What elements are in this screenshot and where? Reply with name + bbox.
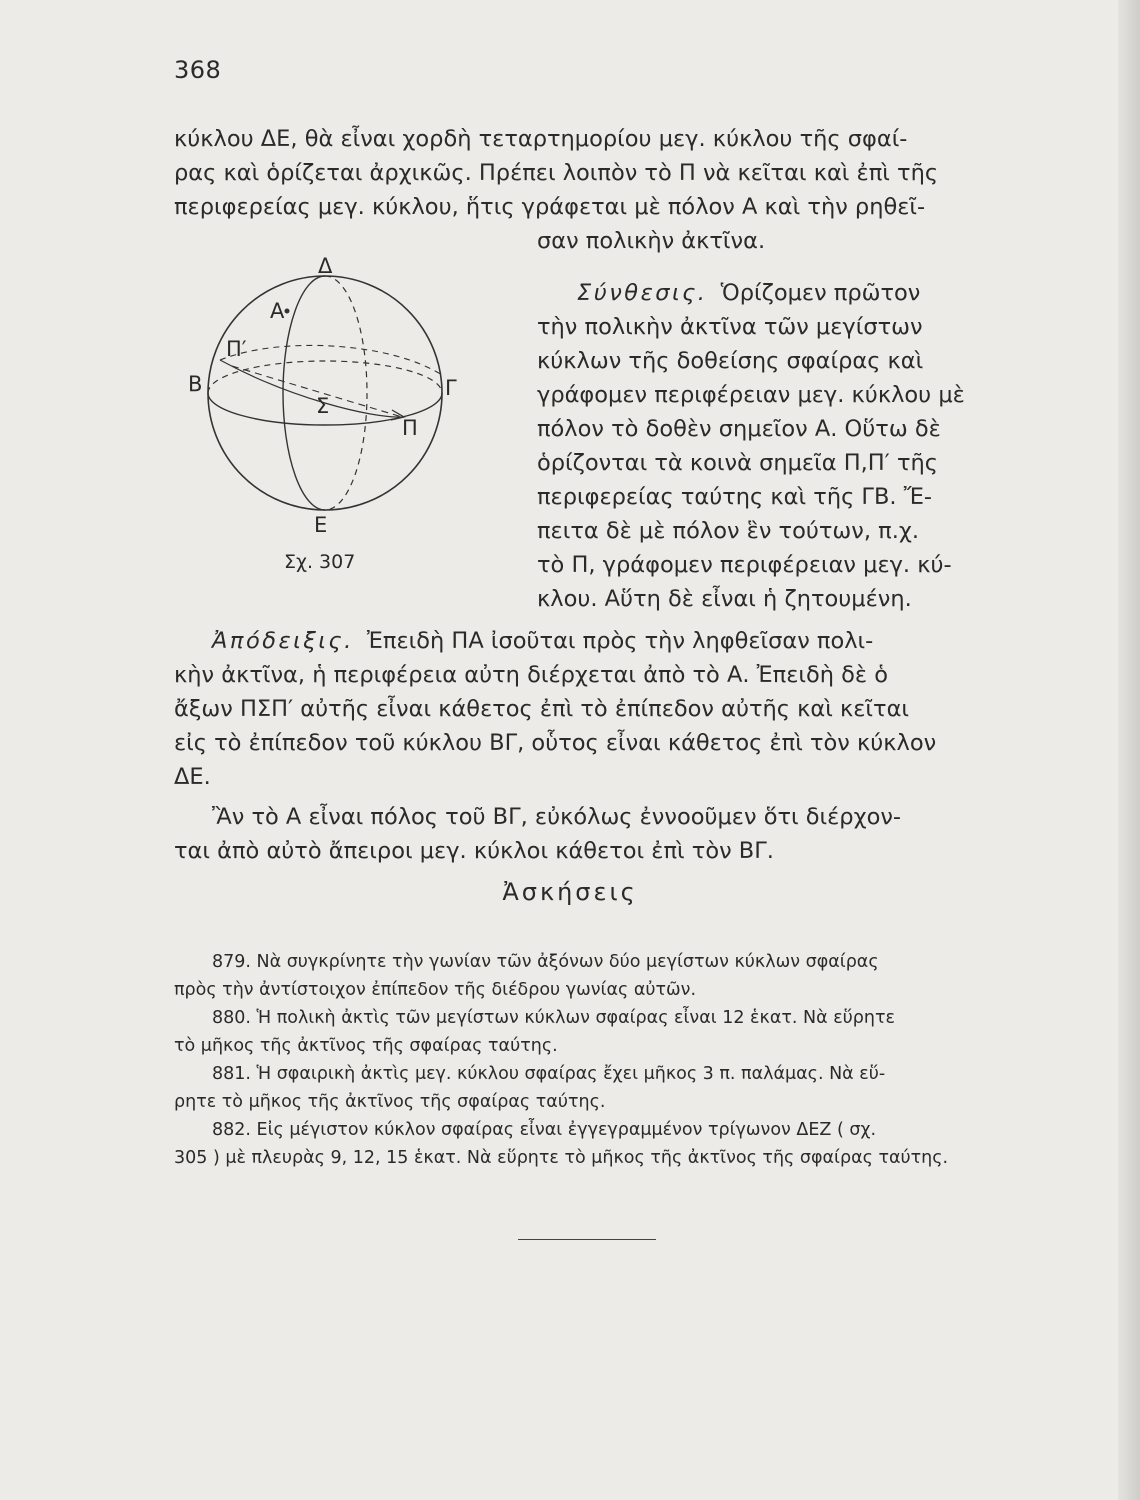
text-line: κύκλων τῆς δοθείσης σφαίρας καὶ — [537, 348, 924, 374]
label-gamma: Γ — [445, 376, 457, 400]
exercise-879-line2: πρὸς τὴν ἀντίστοιχον ἐπίπεδον τῆς διέδρου γωνίας αὐτῶν. — [174, 980, 697, 1000]
text-line: ται ἀπὸ αὐτὸ ἄπειροι μεγ. κύκλοι κάθετοι ἐπὶ τὸν ΒΓ. — [174, 838, 774, 864]
exercise-881-line2: ρητε τὸ μῆκος τῆς ἀκτῖνος τῆς σφαίρας ταύτης. — [174, 1092, 606, 1112]
text-line: τὸ Π, γράφομεν περιφέρειαν μεγ. κύ- — [537, 552, 952, 578]
text-line: ἄξων ΠΣΠ′ αὐτῆς εἶναι κάθετος ἐπὶ τὸ ἐπίπεδον αὐτῆς καὶ κεῖται — [174, 696, 910, 722]
text-line: τὴν πολικὴν ἀκτῖνα τῶν μεγίστων — [537, 314, 923, 340]
text-line: πόλον τὸ δοθὲν σημεῖον Α. Οὕτω δὲ — [537, 416, 941, 442]
proof-first-line — [212, 628, 873, 654]
sphere-figure — [180, 250, 480, 590]
label-pi-prime: Π′ — [226, 337, 247, 361]
synthesis-label: Σύνθεσις. — [577, 280, 708, 306]
label-beta: Β — [188, 372, 203, 396]
label-pi: Π — [402, 416, 418, 440]
text-line: εἰς τὸ ἐπίπεδον τοῦ κύκλου ΒΓ, οὗτος εἶναι κάθετος ἐπὶ τὸν κύκλον — [174, 730, 937, 756]
label-alpha: Α — [270, 299, 285, 323]
meridian-back — [325, 276, 367, 510]
sphere-outline — [208, 276, 442, 510]
text-line: γράφομεν περιφέρειαν μεγ. κύκλου μὲ — [537, 382, 965, 408]
text-line: πειτα δὲ μὲ πόλον ἓν τούτων, π.χ. — [537, 518, 919, 544]
page-edge — [1118, 0, 1140, 1500]
text-line: σαν πολικὴν ἀκτῖνα. — [537, 228, 766, 254]
text-line: ρας καὶ ὁρίζεται ἀρχικῶς. Πρέπει λοιπὸν τὸ Π νὰ κεῖται καὶ ἐπὶ τῆς — [174, 160, 939, 186]
exercise-880-line2: τὸ μῆκος τῆς ἀκτῖνος τῆς σφαίρας ταύτης. — [174, 1036, 558, 1056]
text-line: περιφερείας ταύτης καὶ τῆς ΓΒ. Ἔ- — [537, 484, 933, 510]
equator-back — [208, 361, 442, 393]
label-delta: Δ — [318, 254, 333, 278]
proof-first-text: Ἐπειδὴ ΠΑ ἰσοῦται πρὸς τὴν ληφθεῖσαν πολι- — [366, 628, 874, 654]
exercise-879-line1: 879. Νὰ συγκρίνητε τὴν γωνίαν τῶν ἀξόνων δύο μεγίστων κύκλων σφαίρας — [212, 952, 879, 972]
figure-caption: Σχ. 307 — [284, 551, 356, 573]
text-line: ὁρίζονται τὰ κοινὰ σημεῖα Π,Π′ τῆς — [537, 450, 938, 476]
text-line: περιφερείας μεγ. κύκλου, ἥτις γράφεται μὲ πόλον Α καὶ τὴν ρηθεῖ- — [174, 194, 926, 220]
text-line: κλου. Αὕτη δὲ εἶναι ἡ ζητουμένη. — [537, 586, 912, 612]
proof-label: Ἀπόδειξις. — [212, 628, 354, 654]
label-epsilon: Ε — [314, 513, 328, 537]
synthesis-first-text: Ὁρίζομεν πρῶτον — [720, 280, 921, 306]
text-line: κὴν ἀκτῖνα, ἡ περιφέρεια αὐτη διέρχεται ἀπὸ τὸ Α. Ἐπειδὴ δὲ ὁ — [174, 662, 888, 688]
page-number: 368 — [174, 56, 222, 84]
point-alpha — [285, 309, 290, 314]
text-line: Ἂν τὸ Α εἶναι πόλος τοῦ ΒΓ, εὐκόλως ἐννοοῦμεν ὅτι διέρχον- — [212, 804, 902, 830]
exercise-882-line1: 882. Εἰς μέγιστον κύκλον σφαίρας εἶναι ἐγγεγραμμένον τρίγωνον ΔΕΖ ( σχ. — [212, 1120, 877, 1140]
label-sigma: Σ — [316, 394, 330, 418]
text-line: ΔΕ. — [174, 764, 211, 790]
exercise-882-line2: 305 ) μὲ πλευρὰς 9, 12, 15 ἑκατ. Νὰ εὕρητε τὸ μῆκος τῆς ἀκτῖνος τῆς σφαίρας ταύτης. — [174, 1148, 949, 1168]
exercise-881-line1: 881. Ἡ σφαιρικὴ ἀκτὶς μεγ. κύκλου σφαίρας ἔχει μῆκος 3 π. παλάμας. Νὰ εὕ- — [212, 1064, 886, 1084]
exercises-heading: Ἀσκήσεις — [502, 878, 638, 906]
section-rule — [518, 1239, 656, 1240]
exercise-880-line1: 880. Ἡ πολικὴ ἀκτὶς τῶν μεγίστων κύκλων σφαίρας εἶναι 12 ἑκατ. Νὰ εὕρητε — [212, 1008, 895, 1028]
text-line: κύκλου ΔΕ, θὰ εἶναι χορδὴ τεταρτημορίου μεγ. κύκλου τῆς σφαί- — [174, 126, 908, 152]
synthesis-first-line — [577, 280, 920, 306]
